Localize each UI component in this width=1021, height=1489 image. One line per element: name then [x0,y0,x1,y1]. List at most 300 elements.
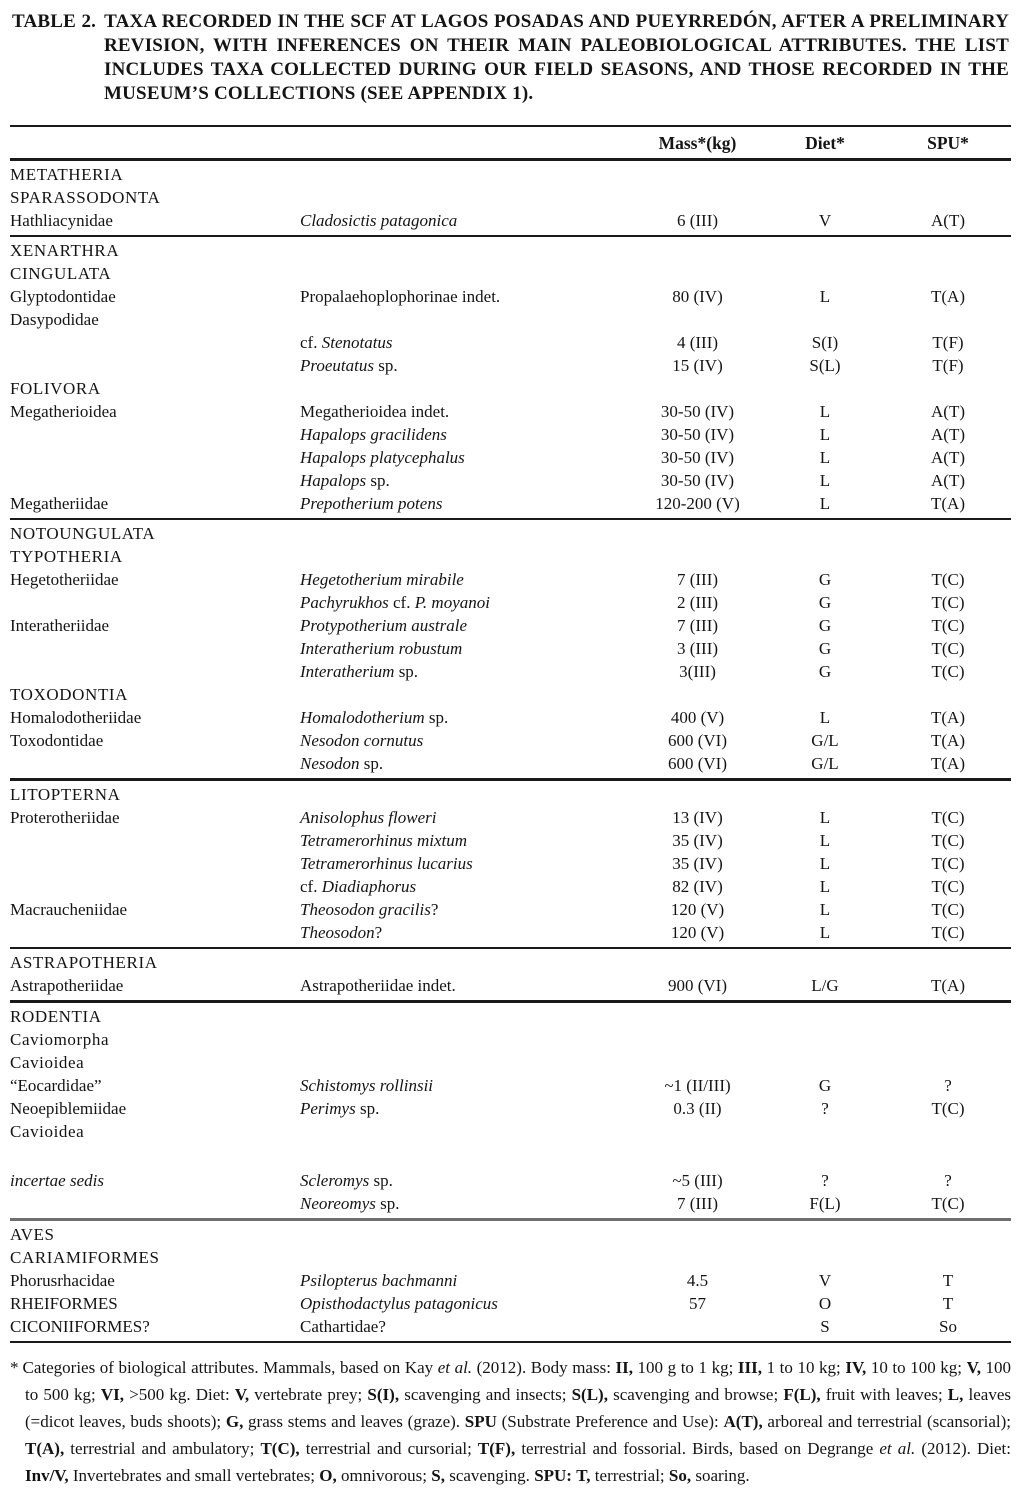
diet-cell: L [819,923,831,942]
italic-text: Neoreomys [300,1194,376,1213]
spu-cell: T(C) [931,662,965,681]
bold-text: S(L), [571,1385,608,1404]
taxon-cell [300,852,630,875]
group-header-label: FOLIVORA [10,379,101,398]
group-header-label: LITOPTERNA [10,785,121,804]
plain-text: Megatherioidea indet. [300,402,450,421]
italic-text: Diadiaphorus [321,877,417,896]
group-header-row [10,239,1011,262]
diet-cell: L [819,402,831,421]
italic-text: Theosodon [300,923,375,942]
mass-cell: 30-50 (IV) [660,471,735,490]
higher-taxon-cell [10,1269,300,1292]
taxon-cell [300,614,630,637]
spu-cell: ? [944,1171,952,1190]
spu-cell: T(C) [931,616,965,635]
plain-text: Hathliacynidae [10,211,113,230]
spu-cell: T(A) [931,754,965,773]
plain-text: Megatheriidae [10,494,109,513]
spu-cell: T(A) [931,976,965,995]
diet-cell: S [820,1317,830,1336]
bold-text: II, [615,1358,633,1377]
table-row [10,614,1011,637]
plain-text: sp. [355,1099,380,1118]
bold-text: T(A), [25,1439,65,1458]
spu-cell: T [942,1294,954,1313]
plain-text: scavenging and browse; [607,1385,784,1404]
bold-text: S, [431,1466,445,1485]
table-row [10,974,1011,997]
bold-text: So, [668,1466,692,1485]
spu-cell: A(T) [931,425,965,444]
plain-text: grass stems and leaves (graze). [243,1412,465,1431]
mass-cell: 6 (III) [676,211,719,230]
diet-cell: L [819,494,831,513]
mass-cell: 4 (III) [676,333,719,352]
higher-taxon-cell [10,285,300,308]
table-title-label: TABLE 2. [12,11,97,32]
italic-text: incertae sedis [10,1171,104,1190]
bold-text: T, [576,1466,591,1485]
bold-text: V, [234,1385,250,1404]
spu-cell: T(A) [931,494,965,513]
group-header-row [10,262,1011,285]
group-header-row [10,1051,1011,1074]
diet-cell: G [818,616,832,635]
column-header-spu: SPU* [927,133,969,153]
table-body [10,161,1011,1343]
higher-taxon-cell [10,875,300,898]
italic-text: Scleromys [300,1171,370,1190]
taxon-cell [300,285,630,308]
diet-cell: ? [821,1099,829,1118]
italic-text: P. moyanoi [414,593,490,612]
mass-cell: 4.5 [686,1271,709,1290]
plain-text: sp. [373,356,398,375]
taxon-cell [300,898,630,921]
table-row [10,469,1011,492]
bold-text: T(F), [477,1439,516,1458]
italic-text: Interatherium [300,662,395,681]
plain-text: Astrapotheriidae [10,976,124,995]
column-header-diet: Diet* [805,133,845,153]
group-header-row [10,951,1011,974]
mass-cell: 600 (VI) [667,731,727,750]
plain-text: Categories of biological attributes. Mammals, based on Kay [22,1358,438,1377]
mass-cell [630,1315,765,1338]
higher-taxon-cell [10,446,300,469]
mass-cell: 7 (III) [676,1194,719,1213]
bold-text: O, [319,1466,337,1485]
plain-text: terrestrial and fossorial. Birds, based on Degrange [515,1439,880,1458]
group-header-label: AVES [10,1225,55,1244]
plain-text: cf. [300,333,322,352]
bold-text: S(I), [367,1385,400,1404]
mass-cell: 3(III) [679,662,716,681]
table-title [12,10,1009,106]
taxon-cell [300,446,630,469]
italic-text: et al. [879,1439,916,1458]
diet-cell: L [819,808,831,827]
plain-text: 100 g to 1 kg; [632,1358,738,1377]
bold-text: F(L), [783,1385,821,1404]
mass-cell: 900 (VI) [667,976,727,995]
table-title-text: TAXA RECORDED IN THE SCF AT LAGOS POSADAS AND PUEYRREDÓN, AFTER A PRELIMINARY REVISION, WITH INFERENCES ON THEIR MAIN PALEOBIOLOGICAL ATTRIBUTES. THE LIST INCLUDES TAXA COLLECTED DURING OUR FIELD SEASONS, AND THOSE RECORDED IN THE MUSEUM’S COLLECTIONS (SEE APPENDIX 1). [104,11,1009,104]
taxon-cell [300,729,630,752]
taxon-cell [300,308,630,331]
spu-cell: A(T) [931,448,965,467]
diet-cell: L [819,425,831,444]
taxon-cell [300,974,630,997]
group-header-label: Caviomorpha [10,1030,110,1049]
taxon-cell [300,1169,630,1192]
group-header-label: ASTRAPOTHERIA [10,953,158,972]
table-row [10,875,1011,898]
spu-cell: T(A) [931,287,965,306]
taxon-cell [300,423,630,446]
table-row [10,852,1011,875]
table-row [10,591,1011,614]
italic-text: Hapalops platycephalus [300,448,465,467]
spu-cell: T(F) [932,356,964,375]
spu-cell: T [942,1271,954,1290]
plain-text: Glyptodontidae [10,287,116,306]
bold-text: Inv/V, [25,1466,69,1485]
higher-taxon-cell [10,423,300,446]
diet-cell: S(I) [811,333,839,352]
plain-text: Homalodotheriidae [10,708,142,727]
spu-cell: T(C) [931,877,965,896]
higher-taxon-cell [10,921,300,944]
taxon-cell [300,400,630,423]
plain-text: ? [374,923,383,942]
mass-cell: 7 (III) [676,570,719,589]
italic-text: Perimys [300,1099,356,1118]
italic-text: et al. [437,1358,473,1377]
higher-taxon-cell [10,591,300,614]
table-row [10,829,1011,852]
plain-text: Toxodontidae [10,731,104,750]
taxon-cell [300,492,630,515]
group-header-label: TYPOTHERIA [10,547,123,566]
mass-cell [630,308,765,331]
taxon-cell [300,1315,630,1338]
table-row [10,1315,1011,1338]
higher-taxon-cell [10,974,300,997]
italic-text: Homalodotherium [300,708,425,727]
group-header-label: SPARASSODONTA [10,188,161,207]
table-row [10,660,1011,683]
plain-text: sp. [359,754,384,773]
bold-text: SPU [464,1412,497,1431]
group-header-row [10,377,1011,400]
table-row [10,1292,1011,1315]
spu-cell: T(C) [931,900,965,919]
table-row [10,898,1011,921]
higher-taxon-cell [10,1097,300,1120]
spu-cell: T(C) [931,1194,965,1213]
diet-cell: L [819,448,831,467]
higher-taxon-cell [10,1315,300,1338]
table-section-litopterna [10,781,1011,949]
table-row [10,806,1011,829]
table-row [10,308,1011,331]
spu-cell: So [939,1317,957,1336]
diet-cell: G/L [811,731,839,750]
plain-text: Proterotheriidae [10,808,120,827]
italic-text: Hegetotherium mirabile [300,570,464,589]
table-row [10,331,1011,354]
plain-text: Neoepiblemiidae [10,1099,127,1118]
plain-text: sp. [366,471,390,490]
taxon-cell [300,1192,630,1215]
taxon-cell [300,875,630,898]
mass-cell: 120-200 (V) [655,494,740,513]
higher-taxon-cell [10,1074,300,1097]
italic-text: Nesodon [300,754,360,773]
column-header-empty-2 [300,133,630,154]
data-table [10,125,1011,1343]
group-header-label: NOTOUNGULATA [10,524,156,543]
table-row [10,492,1011,515]
mass-cell: ~1 (II/III) [664,1076,731,1095]
diet-cell: G [818,662,832,681]
higher-taxon-cell [10,308,300,331]
higher-taxon-cell [10,400,300,423]
higher-taxon-cell [10,806,300,829]
plain-text: terrestrial; [590,1466,669,1485]
italic-text: Proeutatus [300,356,374,375]
plain-text: 100 to 500 kg; [25,1358,1012,1404]
spu-cell: A(T) [931,471,965,490]
table-row [10,400,1011,423]
group-header-label: XENARTHRA [10,241,120,260]
spu-cell: T(A) [931,731,965,750]
table-section-notoungulata [10,520,1011,781]
italic-text: Tetramerorhinus mixtum [300,831,468,850]
higher-taxon-cell [10,209,300,232]
higher-taxon-cell [10,752,300,775]
group-header-label: TOXODONTIA [10,685,129,704]
plain-text: cf. [300,877,322,896]
bold-text: A(T), [723,1412,763,1431]
mass-cell: 35 (IV) [672,831,723,850]
mass-cell: 0.3 (II) [673,1099,722,1118]
mass-cell: 7 (III) [676,616,719,635]
plain-text: Cathartidae? [300,1317,386,1336]
higher-taxon-cell [10,568,300,591]
mass-cell: 600 (VI) [667,754,727,773]
plain-text: RHEIFORMES [10,1294,118,1313]
taxon-cell [300,806,630,829]
mass-cell: 30-50 (IV) [660,425,735,444]
italic-text: Opisthodactylus patagonicus [300,1294,498,1313]
group-header-row [10,683,1011,706]
table-section-xenarthra [10,237,1011,520]
spu-cell: T(C) [931,854,965,873]
column-header-empty-1 [10,133,300,154]
table-row [10,354,1011,377]
italic-text: Hapalops [300,471,367,490]
higher-taxon-cell [10,637,300,660]
group-header-label: Cavioidea [10,1053,85,1072]
mass-cell: 30-50 (IV) [660,448,735,467]
footnote [10,1354,1011,1489]
mass-cell: 35 (IV) [672,854,723,873]
diet-cell: G [818,639,832,658]
higher-taxon-cell [10,1292,300,1315]
bold-text: SPU: [534,1466,572,1485]
plain-text: Macraucheniidae [10,900,128,919]
plain-text: Megatherioidea [10,402,117,421]
diet-cell: G [818,1076,832,1095]
bold-text: G, [225,1412,244,1431]
table-row [10,706,1011,729]
italic-text: Protypotherium australe [300,616,467,635]
bold-text: V, [966,1358,981,1377]
group-header-row [10,1028,1011,1051]
mass-cell: 120 (V) [670,923,725,942]
bold-text: T(C), [260,1439,300,1458]
plain-text: (Substrate Preference and Use): [496,1412,724,1431]
group-header-row [10,545,1011,568]
plain-text: Interatheriidae [10,616,110,635]
italic-text: Stenotatus [321,333,393,352]
plain-text: 1 to 10 kg; [762,1358,846,1377]
higher-taxon-cell [10,492,300,515]
diet-cell: O [818,1294,832,1313]
plain-text: omnivorous; [336,1466,432,1485]
spu-cell: T(C) [931,1099,965,1118]
plain-text: terrestrial and cursorial; [299,1439,478,1458]
table-row [10,568,1011,591]
diet-cell: S(L) [809,356,841,375]
taxon-cell [300,637,630,660]
diet-cell: L [819,854,831,873]
plain-text: >500 kg. Diet: [123,1385,235,1404]
higher-taxon-cell [10,354,300,377]
plain-text: fruit with leaves; [820,1385,948,1404]
spu-cell: A(T) [931,402,965,421]
column-header-mass: Mass*(kg) [658,133,737,153]
diet-cell: V [818,211,832,230]
table-row [10,921,1011,944]
group-header-label: METATHERIA [10,165,124,184]
mass-cell: 80 (IV) [672,287,723,306]
spu-cell: ? [944,1076,952,1095]
taxon-cell [300,331,630,354]
higher-taxon-cell [10,729,300,752]
higher-taxon-cell [10,829,300,852]
diet-cell: L/G [811,976,839,995]
bold-text: VI, [100,1385,124,1404]
plain-text: sp. [394,662,419,681]
table-header-row [10,127,1011,161]
plain-text: CICONIIFORMES? [10,1317,150,1336]
spu-cell: T(C) [931,639,965,658]
diet-cell: ? [821,1171,829,1190]
mass-cell: 120 (V) [670,900,725,919]
taxon-cell [300,706,630,729]
group-header-label: CARIAMIFORMES [10,1248,160,1267]
bold-text: IV, [845,1358,867,1377]
italic-text: Psilopterus bachmanni [300,1271,458,1290]
group-header-row [10,163,1011,186]
diet-cell: V [818,1271,832,1290]
spu-cell: T(C) [931,570,965,589]
plain-text: soaring. [691,1466,750,1485]
table-section-rodentia [10,1003,1011,1221]
taxon-cell [300,1074,630,1097]
spu-cell: T(C) [931,923,965,942]
group-header-row [10,186,1011,209]
mass-cell: 15 (IV) [672,356,723,375]
group-header-row [10,1223,1011,1246]
taxon-cell [300,469,630,492]
table-section-aves [10,1221,1011,1343]
bold-text: III, [737,1358,762,1377]
taxon-cell [300,568,630,591]
taxon-cell [300,209,630,232]
plain-text: Propalaehoplophorinae indet. [300,287,501,306]
table-row [10,1074,1011,1097]
plain-text: terrestrial and ambulatory; [64,1439,261,1458]
italic-text: Nesodon cornutus [300,731,424,750]
diet-cell [765,308,885,331]
plain-text: vertebrate prey; [249,1385,368,1404]
table-row [10,285,1011,308]
higher-taxon-cell [10,706,300,729]
plain-text: (2012). Diet: [915,1439,1011,1458]
mass-cell: 82 (IV) [672,877,723,896]
plain-text: Hegetotheriidae [10,570,119,589]
spu-cell: A(T) [931,211,965,230]
plain-text: arboreal and terrestrial (scansorial); [762,1412,1011,1431]
spu-cell: T(C) [931,831,965,850]
plain-text: sp. [369,1171,393,1190]
italic-text: Cladosictis patagonica [300,211,458,230]
table-row [10,446,1011,469]
table-row [10,752,1011,775]
mass-cell: 400 (V) [670,708,725,727]
bold-text: L, [947,1385,964,1404]
taxon-cell [300,921,630,944]
table-row [10,423,1011,446]
plain-text: Astrapotheriidae indet. [300,976,456,995]
diet-cell: L [819,471,831,490]
mass-cell: 2 (III) [676,593,719,612]
plain-text: sp. [424,708,449,727]
spu-cell [885,308,1011,331]
group-header-row [10,522,1011,545]
table-row [10,637,1011,660]
mass-cell: 57 [689,1294,706,1313]
diet-cell: G [818,593,832,612]
spu-cell: T(A) [931,708,965,727]
italic-text: Anisolophus floweri [300,808,437,827]
group-header-row [10,1246,1011,1269]
table-row [10,1169,1011,1192]
table-row [10,1192,1011,1215]
group-header-row [10,783,1011,806]
italic-text: Schistomys rollinsii [300,1076,434,1095]
taxon-cell [300,829,630,852]
spu-cell: T(F) [932,333,964,352]
group-header-row [10,1120,1011,1143]
diet-cell: L [819,831,831,850]
higher-taxon-cell [10,852,300,875]
diet-cell: L [819,877,831,896]
